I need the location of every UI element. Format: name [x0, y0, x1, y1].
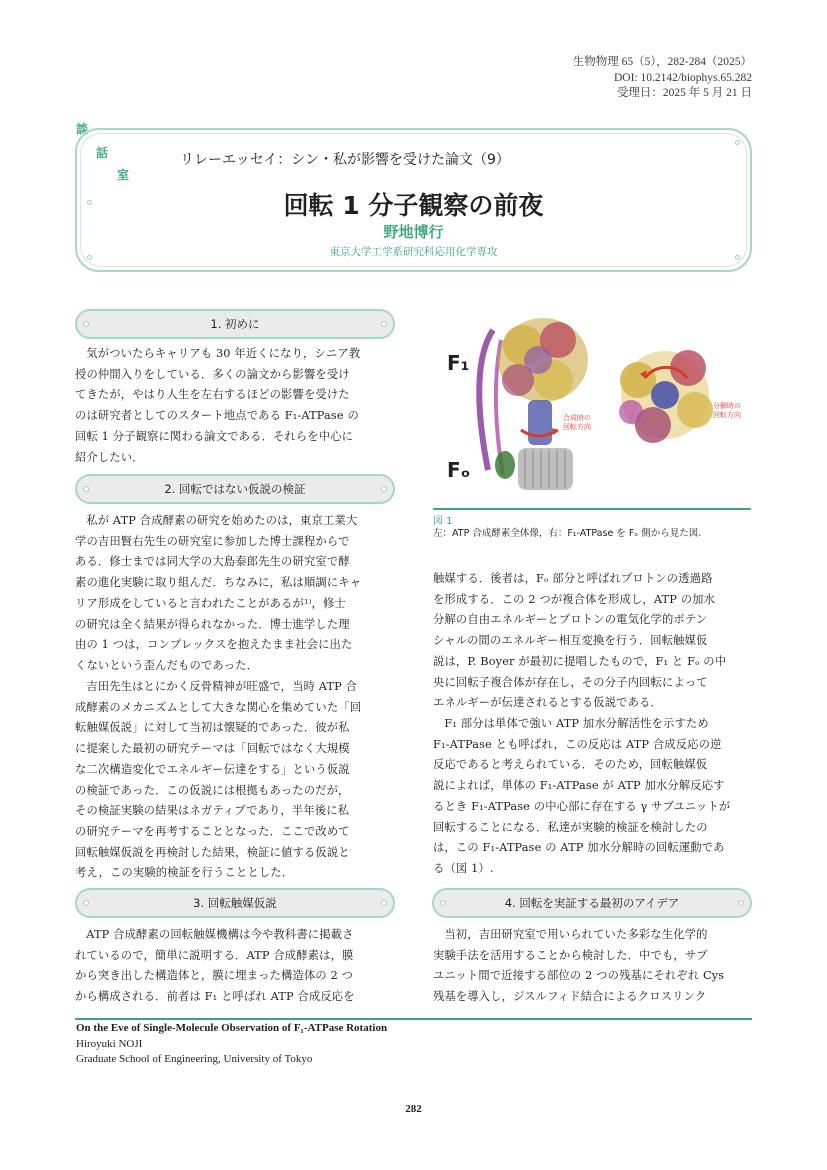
- text-line: 触媒する．後者は，Fₒ 部分と呼ばれプロトンの透過路: [433, 572, 713, 585]
- text-line: 央に回転子複合体が存在し，その分子内回転によって: [433, 675, 708, 689]
- author-name: 野地博行: [383, 223, 444, 241]
- text-line: から突き出した構造体と，膜に埋まった構造体の 2 つ: [75, 969, 354, 983]
- english-affiliation: Graduate School of Engineering, University of Tokyo: [76, 1053, 313, 1065]
- section-title: 4. 回転を実証する最初のアイデア: [504, 896, 680, 910]
- fo-label: Fₒ: [447, 458, 471, 482]
- text-line: 私が ATP 合成酵素の研究を始めたのは，東京工業大: [86, 514, 358, 527]
- text-line: 気がついたらキャリアも 30 年近くになり，シニア教: [86, 347, 361, 360]
- journal-citation: 生物物理 65（5），282-284（2025）: [572, 56, 752, 68]
- english-author: Hiroyuki NOJI: [76, 1038, 143, 1050]
- text-line: ATP 合成酵素の回転触媒機構は今や教科書に掲載さ: [86, 928, 354, 941]
- text-line: 学の吉田賢右先生の研究室に参加した博士課程からで: [75, 534, 350, 548]
- text-line: 由の 1 つは，コンプレックスを抱えたまま社会に出た: [75, 638, 353, 652]
- arrow-label-hydrolysis: 回転方向: [713, 411, 741, 419]
- text-line: 説によれば，単体の F₁-ATPase が ATP 加水分解反応す: [433, 779, 725, 793]
- text-line: 成酵素のメカニズムとして大きな関心を集めていた「回: [75, 700, 362, 714]
- arrow-label-synthesis: 回転方向: [563, 423, 591, 431]
- section-heading-2: [75, 474, 395, 504]
- text-line: 説は，P. Boyer が最初に提唱したもので，F₁ と Fₒ の中: [433, 654, 727, 668]
- text-line: る（図 1）.: [433, 861, 494, 875]
- section-title: 3. 回転触媒仮説: [193, 896, 277, 910]
- text-line: は，この F₁-ATPase の ATP 加水分解時の回転運動であ: [433, 841, 725, 855]
- figure-caption: 左：ATP 合成酵素全体像，右：F₁-ATPase を Fₒ 側から見た図.: [433, 528, 702, 539]
- text-line: のは研究者としてのスタート地点である F₁-ATPase の: [75, 409, 359, 423]
- paragraph: [433, 569, 751, 714]
- paragraph: [75, 677, 395, 884]
- text-line: 当初，吉田研究室で用いられていた多彩な生化学的: [444, 928, 708, 941]
- f1-label: F₁: [447, 351, 470, 375]
- figure-number: 図 1: [433, 516, 453, 527]
- text-line: の検証であった．この仮説には根拠もあったのだが，: [75, 783, 350, 797]
- text-line: 素の進化実験に取り組んだ．ちなみに，私は順調にキャ: [75, 576, 362, 590]
- column-tag-char: 室: [117, 168, 130, 182]
- text-line: ユニット間で近接する部位の 2 つの残基にそれぞれ Cys: [433, 969, 725, 983]
- text-line: の研究テーマを再考することとなった．ここで改めて: [75, 824, 350, 838]
- text-line: くないという歪んだものであった．: [75, 658, 259, 672]
- arrow-label-synthesis: 合成時の: [563, 414, 591, 422]
- text-line: エネルギーが伝達されるとする仮説である．: [433, 696, 662, 710]
- text-line: 授の仲間入りをしている．多くの論文から影響を受け: [75, 367, 350, 381]
- paragraph: [75, 511, 395, 677]
- atp-synthase-structure: [479, 318, 588, 490]
- text-line: シャルの間のエネルギー相互変換を行う．回転触媒仮: [433, 634, 708, 648]
- paragraph: [433, 925, 751, 1008]
- section-heading-1: [75, 309, 395, 339]
- text-line: 残基を導入し，ジスルフィド結合によるクロスリンク: [433, 990, 707, 1004]
- text-line: 考え，この実験的検証を行うこととした．: [75, 866, 294, 880]
- text-line: その検証実験の結果はネガティブであり，半年後に私: [75, 804, 350, 818]
- text-line: 分解の自由エネルギーとプロトンの電気化学的ポテン: [433, 613, 708, 627]
- section-heading-4: [432, 888, 752, 918]
- text-line: F₁ 部分は単体で強い ATP 加水分解活性を示すため: [444, 717, 709, 730]
- text-line: てきたが，やはり人生を左右するほどの影響を受けた: [75, 388, 350, 402]
- text-line: ある．修士までは同大学の大島泰郎先生の研究室で酵: [75, 555, 350, 569]
- f1-atpase-bottom-view: [619, 350, 713, 443]
- article-title: 回転 1 分子観察の前夜: [283, 191, 544, 220]
- arrow-label-hydrolysis: 分解時の: [713, 402, 741, 410]
- text-line: 紹介したい．: [75, 450, 144, 464]
- section-title: 1. 初めに: [210, 317, 260, 331]
- author-affiliation: 東京大学工学系研究科応用化学専攻: [329, 246, 498, 258]
- section-heading-3: [75, 888, 395, 918]
- text-line: リア形成をしていると言われたことがあるが¹⁾，修士: [75, 596, 346, 610]
- text-line: に提案した最初の研究テーマは「回転ではなく大規模: [75, 742, 350, 756]
- section-title: 2. 回転ではない仮説の検証: [164, 482, 306, 496]
- text-line: 転触媒仮説」に対して当初は懐疑的であった．彼が私: [75, 721, 350, 735]
- paragraph: [75, 925, 395, 1008]
- column-tag-char: 話: [96, 146, 109, 160]
- text-line: 実験手法を活用することから検討した．中でも，サブ: [433, 948, 708, 962]
- received-date: 受理日：2025 年 5 月 21 日: [616, 87, 752, 99]
- text-line: を形成する．この 2 つが複合体を形成し，ATP の加水: [433, 592, 716, 606]
- text-line: F₁-ATPase とも呼ばれ，この反応は ATP 合成反応の逆: [433, 737, 722, 751]
- text-line: 吉田先生はとにかく反骨精神が旺盛で，当時 ATP 合: [86, 680, 358, 693]
- doi: DOI: 10.2142/biophys.65.282: [614, 71, 752, 84]
- atp-synthase-illustration: [433, 300, 751, 506]
- text-line: るとき F₁-ATPase の中心部に存在する γ サブユニットが: [433, 799, 731, 813]
- series-title: リレーエッセイ：シン・私が影響を受けた論文（9）: [180, 152, 510, 168]
- english-title: On the Eve of Single-Molecule Observation of F₁-ATPase Rotation: [76, 1022, 388, 1034]
- page-number: 282: [405, 1103, 422, 1115]
- text-line: 回転することになる．私達が実験的検証を検討したの: [433, 820, 708, 834]
- figure-rule: [433, 508, 751, 510]
- journal-info: [573, 55, 752, 102]
- text-line: から構成される．前者は F₁ と呼ばれ ATP 合成反応を: [75, 990, 355, 1004]
- text-line: な二次構造変化でエネルギー伝達をする」という仮説: [75, 762, 350, 776]
- text-line: の研究は全く結果が得られなかった．博士進学した理: [75, 617, 350, 631]
- column-tag-char: 談: [76, 122, 89, 136]
- footer-rule: [75, 1018, 752, 1020]
- paragraph: [433, 714, 751, 880]
- text-line: 回転 1 分子観察に関わる論文である．それらを中心に: [75, 429, 354, 443]
- text-line: れているので，簡単に説明する．ATP 合成酵素は，膜: [75, 948, 354, 962]
- text-line: 反応であると考えられている．そのため，回転触媒仮: [433, 758, 708, 772]
- figure-1: [433, 300, 751, 506]
- text-line: 回転触媒仮説を再検討した結果，検証に値する仮説と: [75, 845, 350, 859]
- paragraph: [75, 344, 395, 468]
